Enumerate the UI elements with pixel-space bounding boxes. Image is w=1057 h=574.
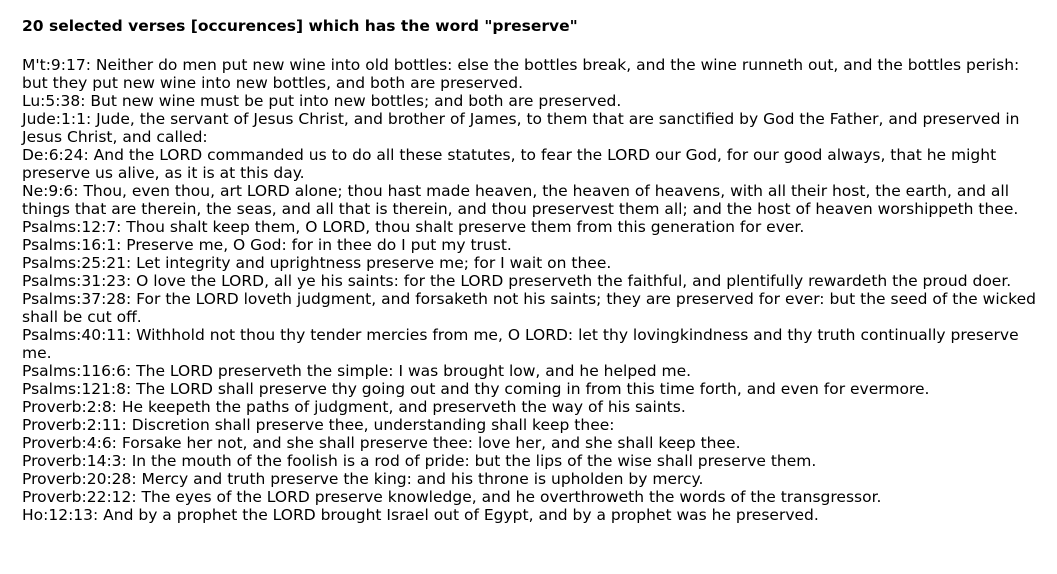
verse-item: Proverb:20:28: Mercy and truth preserve the king: and his throne is upholden by mercy. xyxy=(22,470,704,488)
verse-item: Proverb:22:12: The eyes of the LORD preserve knowledge, and he overthroweth the words of the transgressor. xyxy=(22,488,882,506)
verse-item: Psalms:40:11: Withhold not thou thy tender mercies from me, O LORD: let thy lovingkindness and thy truth continually preserve me. xyxy=(22,326,1019,362)
verse-item: Jude:1:1: Jude, the servant of Jesus Christ, and brother of James, to them that are sanctified by God the Father, and preserved in Jesus Christ, and called: xyxy=(22,110,1020,146)
verse-item: Psalms:31:23: O love the LORD, all ye his saints: for the LORD preserveth the faithful, and plentifully rewardeth the proud doer. xyxy=(22,272,1012,290)
page-heading: 20 selected verses [occurences] which has the word "preserve" xyxy=(22,17,578,35)
verse-item: Psalms:37:28: For the LORD loveth judgment, and forsaketh not his saints; they are preserved for ever: but the seed of the wicked shall be cut off. xyxy=(22,290,1036,326)
verse-list xyxy=(22,56,1042,524)
verse-item: Psalms:25:21: Let integrity and uprightness preserve me; for I wait on thee. xyxy=(22,254,612,272)
verse-item: M't:9:17: Neither do men put new wine into old bottles: else the bottles break, and the wine runneth out, and the bottles perish: but they put new wine into new bottles, and both are preserved. xyxy=(22,56,1020,92)
verse-item: Proverb:2:11: Discretion shall preserve thee, understanding shall keep thee: xyxy=(22,416,615,434)
verse-item: Ho:12:13: And by a prophet the LORD brought Israel out of Egypt, and by a prophet was he preserved. xyxy=(22,506,819,524)
verse-item: Psalms:116:6: The LORD preserveth the simple: I was brought low, and he helped me. xyxy=(22,362,692,380)
verse-item: Proverb:2:8: He keepeth the paths of judgment, and preserveth the way of his saints. xyxy=(22,398,686,416)
verse-item: Proverb:14:3: In the mouth of the foolish is a rod of pride: but the lips of the wise shall preserve them. xyxy=(22,452,817,470)
verse-item: Psalms:121:8: The LORD shall preserve thy going out and thy coming in from this time forth, and even for evermore. xyxy=(22,380,930,398)
verse-page xyxy=(22,16,1042,524)
verse-item: Psalms:12:7: Thou shalt keep them, O LORD, thou shalt preserve them from this generation for ever. xyxy=(22,218,805,236)
verse-item: Proverb:4:6: Forsake her not, and she shall preserve thee: love her, and she shall keep thee. xyxy=(22,434,741,452)
verse-item: Ne:9:6: Thou, even thou, art LORD alone; thou hast made heaven, the heaven of heavens, with all their host, the earth, and all things that are therein, the seas, and all that is therein, and thou preservest them all; and the host of heaven worshippeth thee. xyxy=(22,182,1019,218)
verse-item: De:6:24: And the LORD commanded us to do all these statutes, to fear the LORD our God, for our good always, that he might preserve us alive, as it is at this day. xyxy=(22,146,997,182)
verse-item: Psalms:16:1: Preserve me, O God: for in thee do I put my trust. xyxy=(22,236,512,254)
verse-item: Lu:5:38: But new wine must be put into new bottles; and both are preserved. xyxy=(22,92,622,110)
